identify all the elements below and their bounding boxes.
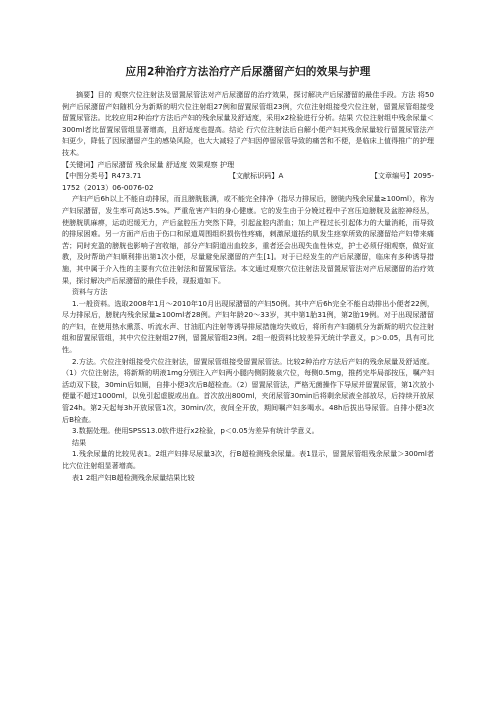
statistics-paragraph: 3.数据处理。使用SPSS13.0软件进行x2检验，p＜0.05为差异有统计学意义。 bbox=[72, 426, 319, 436]
document-code: 【文献标识码】A bbox=[228, 171, 284, 181]
keywords-line: 【关键词】产后尿潴留 残余尿量 舒适度 效果观察 护理 bbox=[62, 159, 235, 169]
section-materials-heading: 资料与方法 bbox=[72, 287, 108, 297]
article-number-cont: 1752（2013）06-0076-02 bbox=[62, 182, 154, 192]
intro-paragraph: 产妇产后6h以上不能自动排尿，而且膀胱胀满，或不能完全排净（指尽力排尿后，膀胱内残余尿量≥100ml），称为产妇尿潴留，发生率可高达5.5%。严重危害产妇的身心健康。它的发生由于分娩过程中子宫压迫膀胱及盆腔神经丛，使膀胱肌麻痹，运动迟缓无力，产后盆腔压力突然下降，引起盆腔内淤血；加上产程过长引起体力的大量消耗，而导致的排尿困难。另一方面产后由于伤口和尿道周围组织损伤性疼痛，刺激尿道括约肌发生痉挛所致的尿潴留给产妇带来痛苦；同时充盈的膀胱也影响子宫收缩，部分产妇阴道出血较多，重者还会出现失血性休克，护士必须仔细观察，做好宣教，及时帮助产妇顺利排出第1次小便，尽量避免尿潴留的产生[1]。对于已经发生的产后尿潴留，临床有多种诱导措施，其中属于介入性的主要有穴位注射法和留置尿管法。本文通过观察穴位注射法及留置尿管法对产后尿潴留的治疗效果，探讨解决产后尿潴留的最佳手段，现报道如下。 bbox=[62, 194, 434, 285]
paper-title: 应用2种治疗方法治疗产后尿潴留产妇的效果与护理 bbox=[125, 66, 371, 78]
article-number: 【文章编号】2095- bbox=[370, 171, 434, 181]
general-data-paragraph: 1.一般资料。选取2008年1月～2010年10月出现尿潴留的产妇50例。其中产后6h完全不能自动排出小便者22例，尽力排尿后，膀胱内残余尿量≥100ml者28例。产妇年龄20～33岁，其中第1胎31例，第2胎19例。对于出现尿潴留的产妇，在使用热水熏蒸、听流水声、甘油肛内注射等诱导排尿措施均失败后，将所有产妇随机分为新斯的明穴位注射组和留置尿管组，其中穴位注射组27例，留置尿管组23例。2组一般资料比较差异无统计学意义，p＞0.05，具有可比性。 bbox=[62, 298, 434, 355]
methods-paragraph: 2.方法。穴位注射组接受穴位注射法，留置尿管组接受留置尿管法。比较2种治疗方法后产妇的残余尿量及舒适度。（1）穴位注射法，将新斯的明液1mg分别注入产妇两小腿内侧阴陵泉穴位，每侧0.5mg，推药完毕局部按压，嘱产妇活动双下肢，30min后如厕，自排小便3次后B超检查。（2）留置尿管法，严格无菌操作下导尿并留置尿管，第1次放小便量不超过1000ml，以免引起虚脱或出血。首次放出800ml，夹闭尿管30min后将剩余尿液全部放尽，后持续开放尿管24h。第2天起每3h开放尿管1次，30min/次，夜间全开放，期间嘱产妇多喝水。48h后拔出导尿管。自排小便3次后B检查。 bbox=[62, 356, 434, 424]
abstract-paragraph: 摘要】目的 观察穴位注射法及留置尿管法对产后尿潴留的治疗效果，探讨解决产后尿潴留的最佳手段。方法 将50例产后尿潴留产妇随机分为新斯的明穴位注射组27例和留置尿管组23例，穴位注射组接受穴位注射，留置尿管组接受留置尿管法。比较应用2种治疗方法后产妇的残余尿量及舒适度，采用x2检验进行分析。结果 穴位注射组中残余尿量＜300ml者比留置尿管组显著增高，且舒适度也提高。结论 行穴位注射法后自解小便产妇其残余尿量较行留置尿管法产妇更少，降低了因尿潴留产生的感染风险，也大大减轻了产妇因停留尿管导致的痛苦和不便，是临床上值得推广的护理技术。 bbox=[62, 90, 434, 157]
result-paragraph-1: 1.残余尿量的比较见表1。2组产妇排尽尿量3次，行B超检测残余尿量。表1显示，留置尿管组残余尿量＞300ml者比穴位注射组显著增高。 bbox=[62, 449, 434, 470]
section-results-heading: 结果 bbox=[72, 437, 87, 447]
classification-row bbox=[62, 170, 434, 182]
clc-number: 【中图分类号】R473.71 bbox=[62, 171, 142, 181]
paper-body bbox=[62, 89, 434, 483]
table1-caption: 表1 2组产妇B超检测残余尿量结果比较 bbox=[72, 472, 195, 482]
